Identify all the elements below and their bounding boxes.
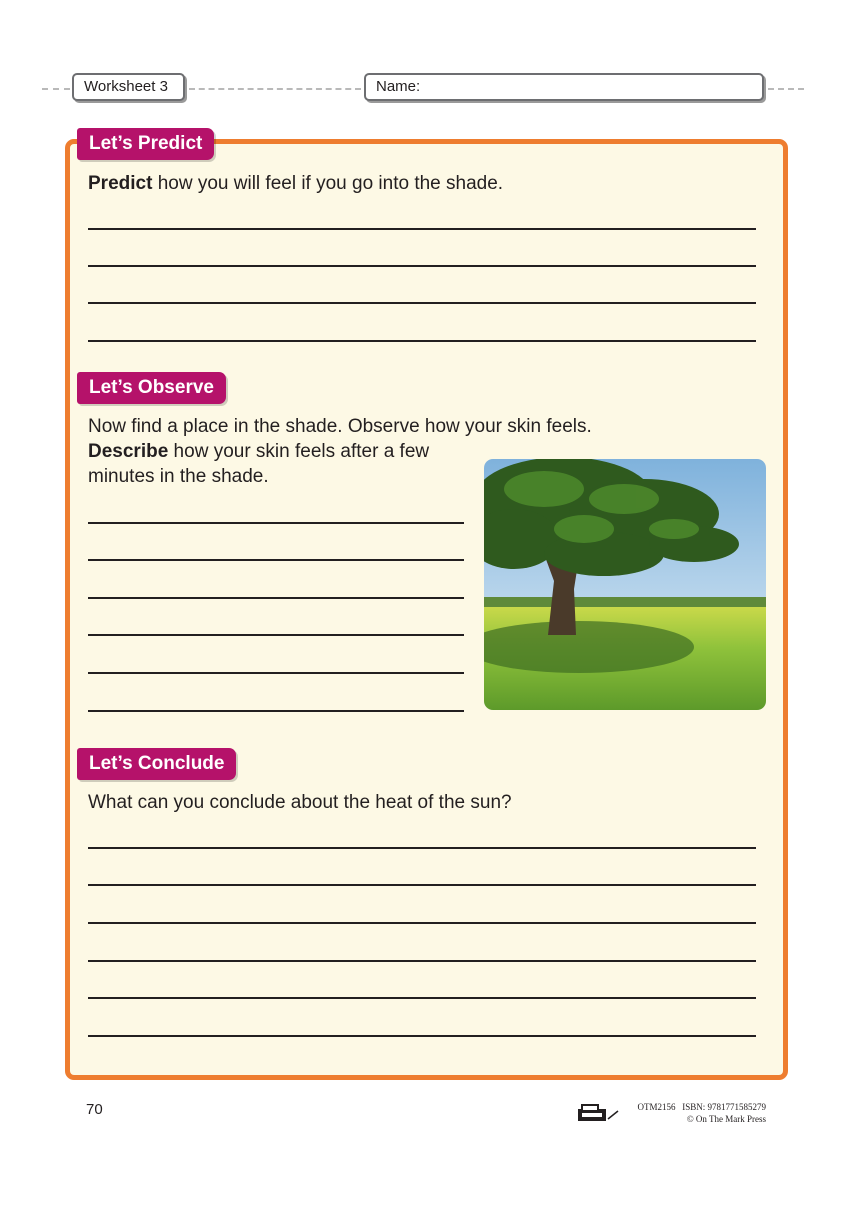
conclude-answer-line-1[interactable] [88,847,756,849]
conclude-answer-line-3[interactable] [88,922,756,924]
conclude-answer-line-4[interactable] [88,960,756,962]
header-dash-right [768,88,804,90]
observe-line-2 [88,439,429,464]
observe-tag: Let’s Observe [77,372,226,404]
observe-answer-line-6[interactable] [88,710,464,712]
observe-answer-line-5[interactable] [88,672,464,674]
tree-image [484,459,766,710]
publisher-logo [578,1103,620,1128]
page-number: 70 [86,1101,103,1118]
conclude-answer-line-6[interactable] [88,1035,756,1037]
footer-credits [637,1101,766,1125]
tree-photo [484,459,766,710]
copyright: © On The Mark Press [686,1114,766,1124]
observe-answer-line-4[interactable] [88,634,464,636]
press-icon [578,1103,620,1123]
predict-prompt [88,171,503,196]
header-dash-middle [189,88,361,90]
observe-answer-line-2[interactable] [88,559,464,561]
describe-bold: Describe [88,441,169,462]
conclude-prompt: What can you conclude about the heat of the sun? [88,792,512,813]
predict-answer-line-2[interactable] [88,265,756,267]
predict-answer-line-3[interactable] [88,302,756,304]
observe-line-3: minutes in the shade. [88,466,269,487]
observe-answer-line-3[interactable] [88,597,464,599]
worksheet-label: Worksheet 3 [72,73,185,101]
observe-line-1: Now find a place in the shade. Observe how your skin feels. [88,416,592,437]
conclude-answer-line-5[interactable] [88,997,756,999]
predict-answer-line-1[interactable] [88,228,756,230]
conclude-answer-line-2[interactable] [88,884,756,886]
isbn: ISBN: 9781771585279 [682,1102,766,1112]
observe-line-2-text: how your skin feels after a few [168,441,430,462]
header-dash-left [42,88,70,90]
predict-bold: Predict [88,173,153,194]
predict-tag: Let’s Predict [77,128,214,160]
name-field[interactable] [364,73,764,101]
conclude-tag: Let’s Conclude [77,748,236,780]
product-code: OTM2156 [637,1102,676,1112]
name-label: Name: [376,78,421,95]
predict-text: how you will feel if you go into the shade. [152,173,504,194]
observe-answer-line-1[interactable] [88,522,464,524]
predict-answer-line-4[interactable] [88,340,756,342]
